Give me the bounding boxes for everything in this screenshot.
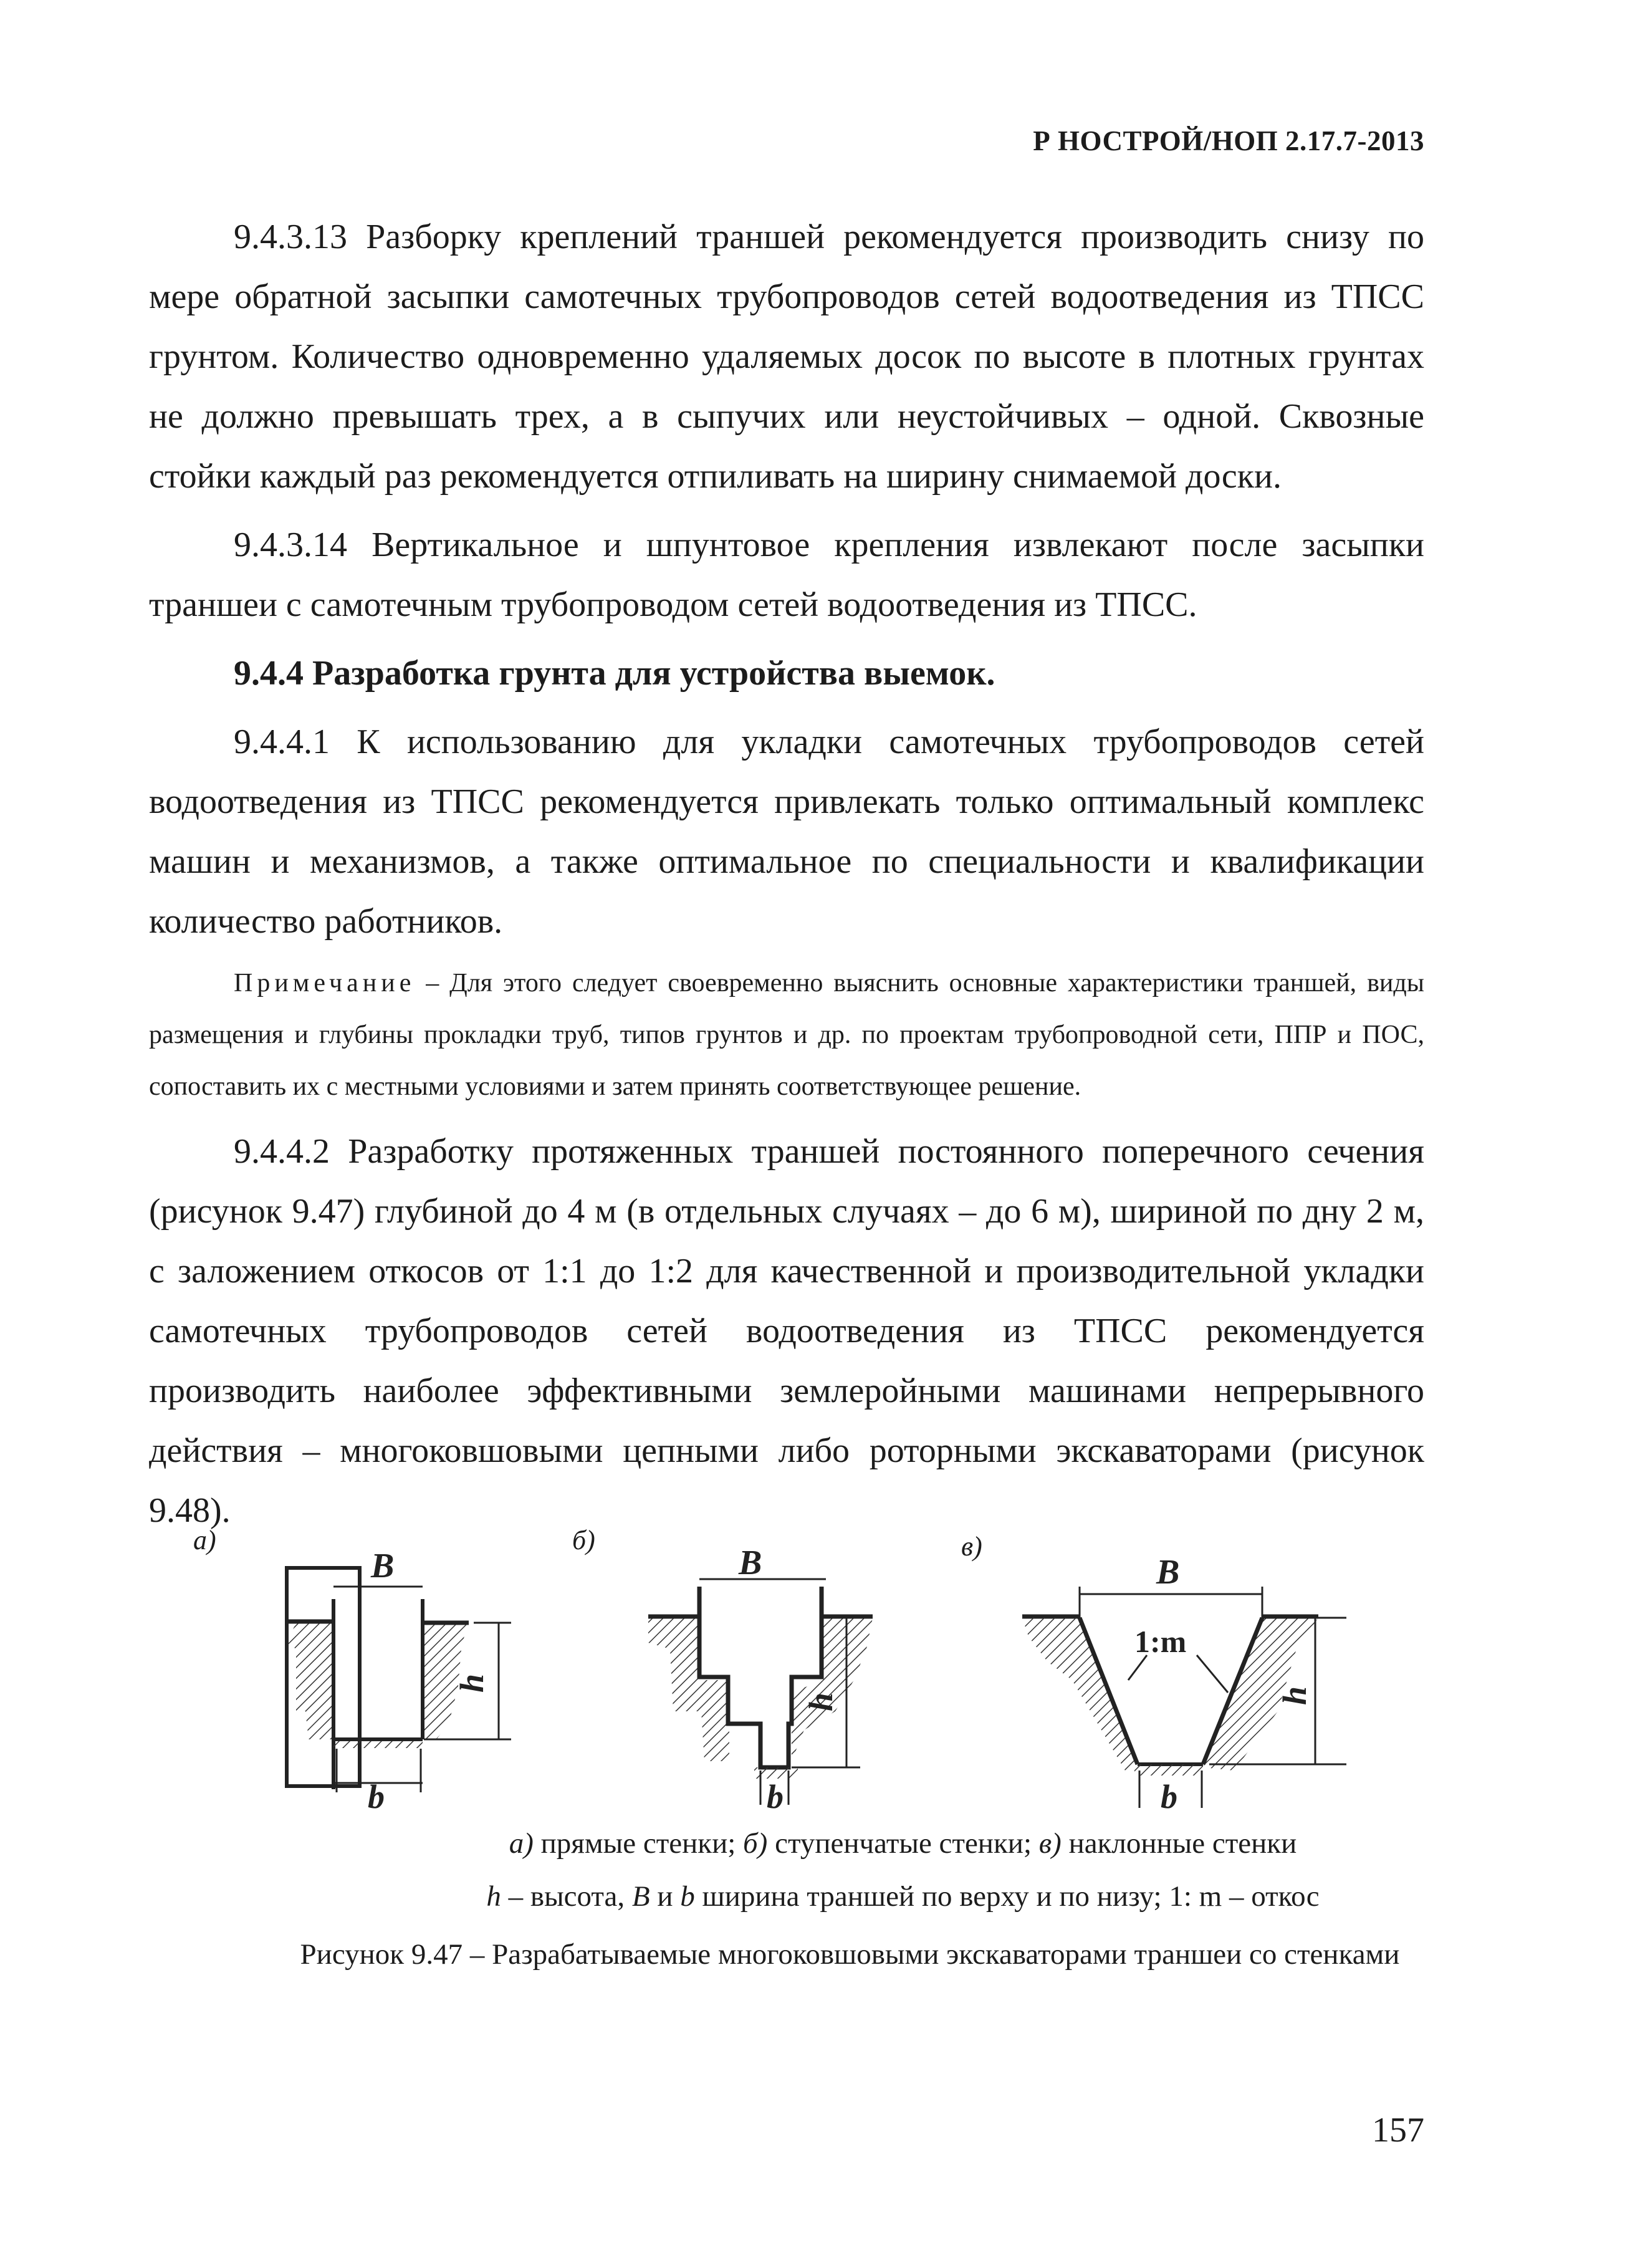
- label-h-c: h: [1276, 1686, 1313, 1705]
- body-text: [149, 207, 1424, 1540]
- note-label: Примечание: [234, 969, 416, 997]
- paragraph-9-4-4-2: 9.4.4.2 Разработку протяженных траншей постоянного поперечного сечения (рисунок 9.47) глубиной до 4 м (в отдельных случаях – до 6 м), шириной по дну 2 м, с заложением откосов от 1:1 до 1:2 для качественной и производительной укладки самотечных трубопроводов сетей водоотведения из ТПСС рекомендуется производить наиболее эффективными землеройными машинами непрерывного действия – многоковшовыми цепными либо роторными экскаваторами (рисунок 9.48).: [149, 1132, 1424, 1530]
- label-b-b: b: [767, 1778, 784, 1815]
- figure-9-47-trench-sections: [175, 1524, 1359, 1817]
- panel-label-a: а): [193, 1525, 216, 1555]
- label-h-b: h: [802, 1692, 840, 1711]
- page-number: 157: [1372, 2111, 1424, 2150]
- label-B-b: B: [739, 1544, 762, 1582]
- paragraph-9-4-3-13: 9.4.3.13 Разборку креплений траншей рекомендуется производить снизу по мере обратной засыпки самотечных трубопроводов сетей водоотведения из ТПСС грунтом. Количество одновременно удаляемых досок по высоте в плотных грунтах не должно превышать трех, а в сыпучих или неустойчивых – одной. Сквозные стойки каждый раз рекомендуется отпиливать на ширину снимаемой доски.: [149, 218, 1424, 496]
- label-B-a: B: [371, 1547, 395, 1585]
- paragraph-9-4-4-1: 9.4.4.1 К использованию для укладки самотечных трубопроводов сетей водоотведения из ТПСС рекомендуется привлекать только оптимальный комплекс машин и механизмов, а также оптимальное по специальности и квалификации количество работников.: [149, 723, 1424, 941]
- label-b-c: b: [1161, 1778, 1177, 1815]
- label-slope: 1:m: [1134, 1624, 1187, 1659]
- label-b-a: b: [368, 1778, 385, 1815]
- label-h-a: h: [453, 1673, 491, 1693]
- panel-label-b: б): [572, 1525, 595, 1555]
- panel-label-c: в): [961, 1531, 982, 1562]
- paragraph-9-4-3-14: 9.4.3.14 Вертикальное и шпунтовое крепления извлекают после засыпки траншеи с самотечным трубопроводом сетей водоотведения из ТПСС.: [149, 526, 1424, 624]
- document-code-header: Р НОСТРОЙ/НОП 2.17.7-2013: [1033, 125, 1424, 156]
- label-B-c: B: [1156, 1553, 1180, 1592]
- section-heading-9-4-4: 9.4.4 Разработка грунта для устройства выемок.: [234, 654, 995, 693]
- figure-caption-legend: h – высота, B и b ширина траншей по верху и по низу; 1: m – откос: [486, 1880, 1320, 1913]
- note: [149, 951, 1424, 1122]
- figure-title: Рисунок 9.47 – Разрабатываемые многоковшовыми экскаваторами траншеи со стенками: [300, 1938, 1400, 1971]
- trench-drawings: [175, 1524, 1359, 1817]
- note-text: – Для этого следует своевременно выяснить основные характеристики траншей, виды размещения и глубины прокладки труб, типов грунтов и др. по проектам трубопроводной сети, ППР и ПОС, сопоставить их с местными условиями и затем принять соответствующее решение.: [149, 969, 1424, 1101]
- trench-stepped-walls: [648, 1579, 873, 1805]
- figure-caption-panels: а) прямые стенки; б) ступенчатые стенки; в) наклонные стенки: [509, 1827, 1297, 1860]
